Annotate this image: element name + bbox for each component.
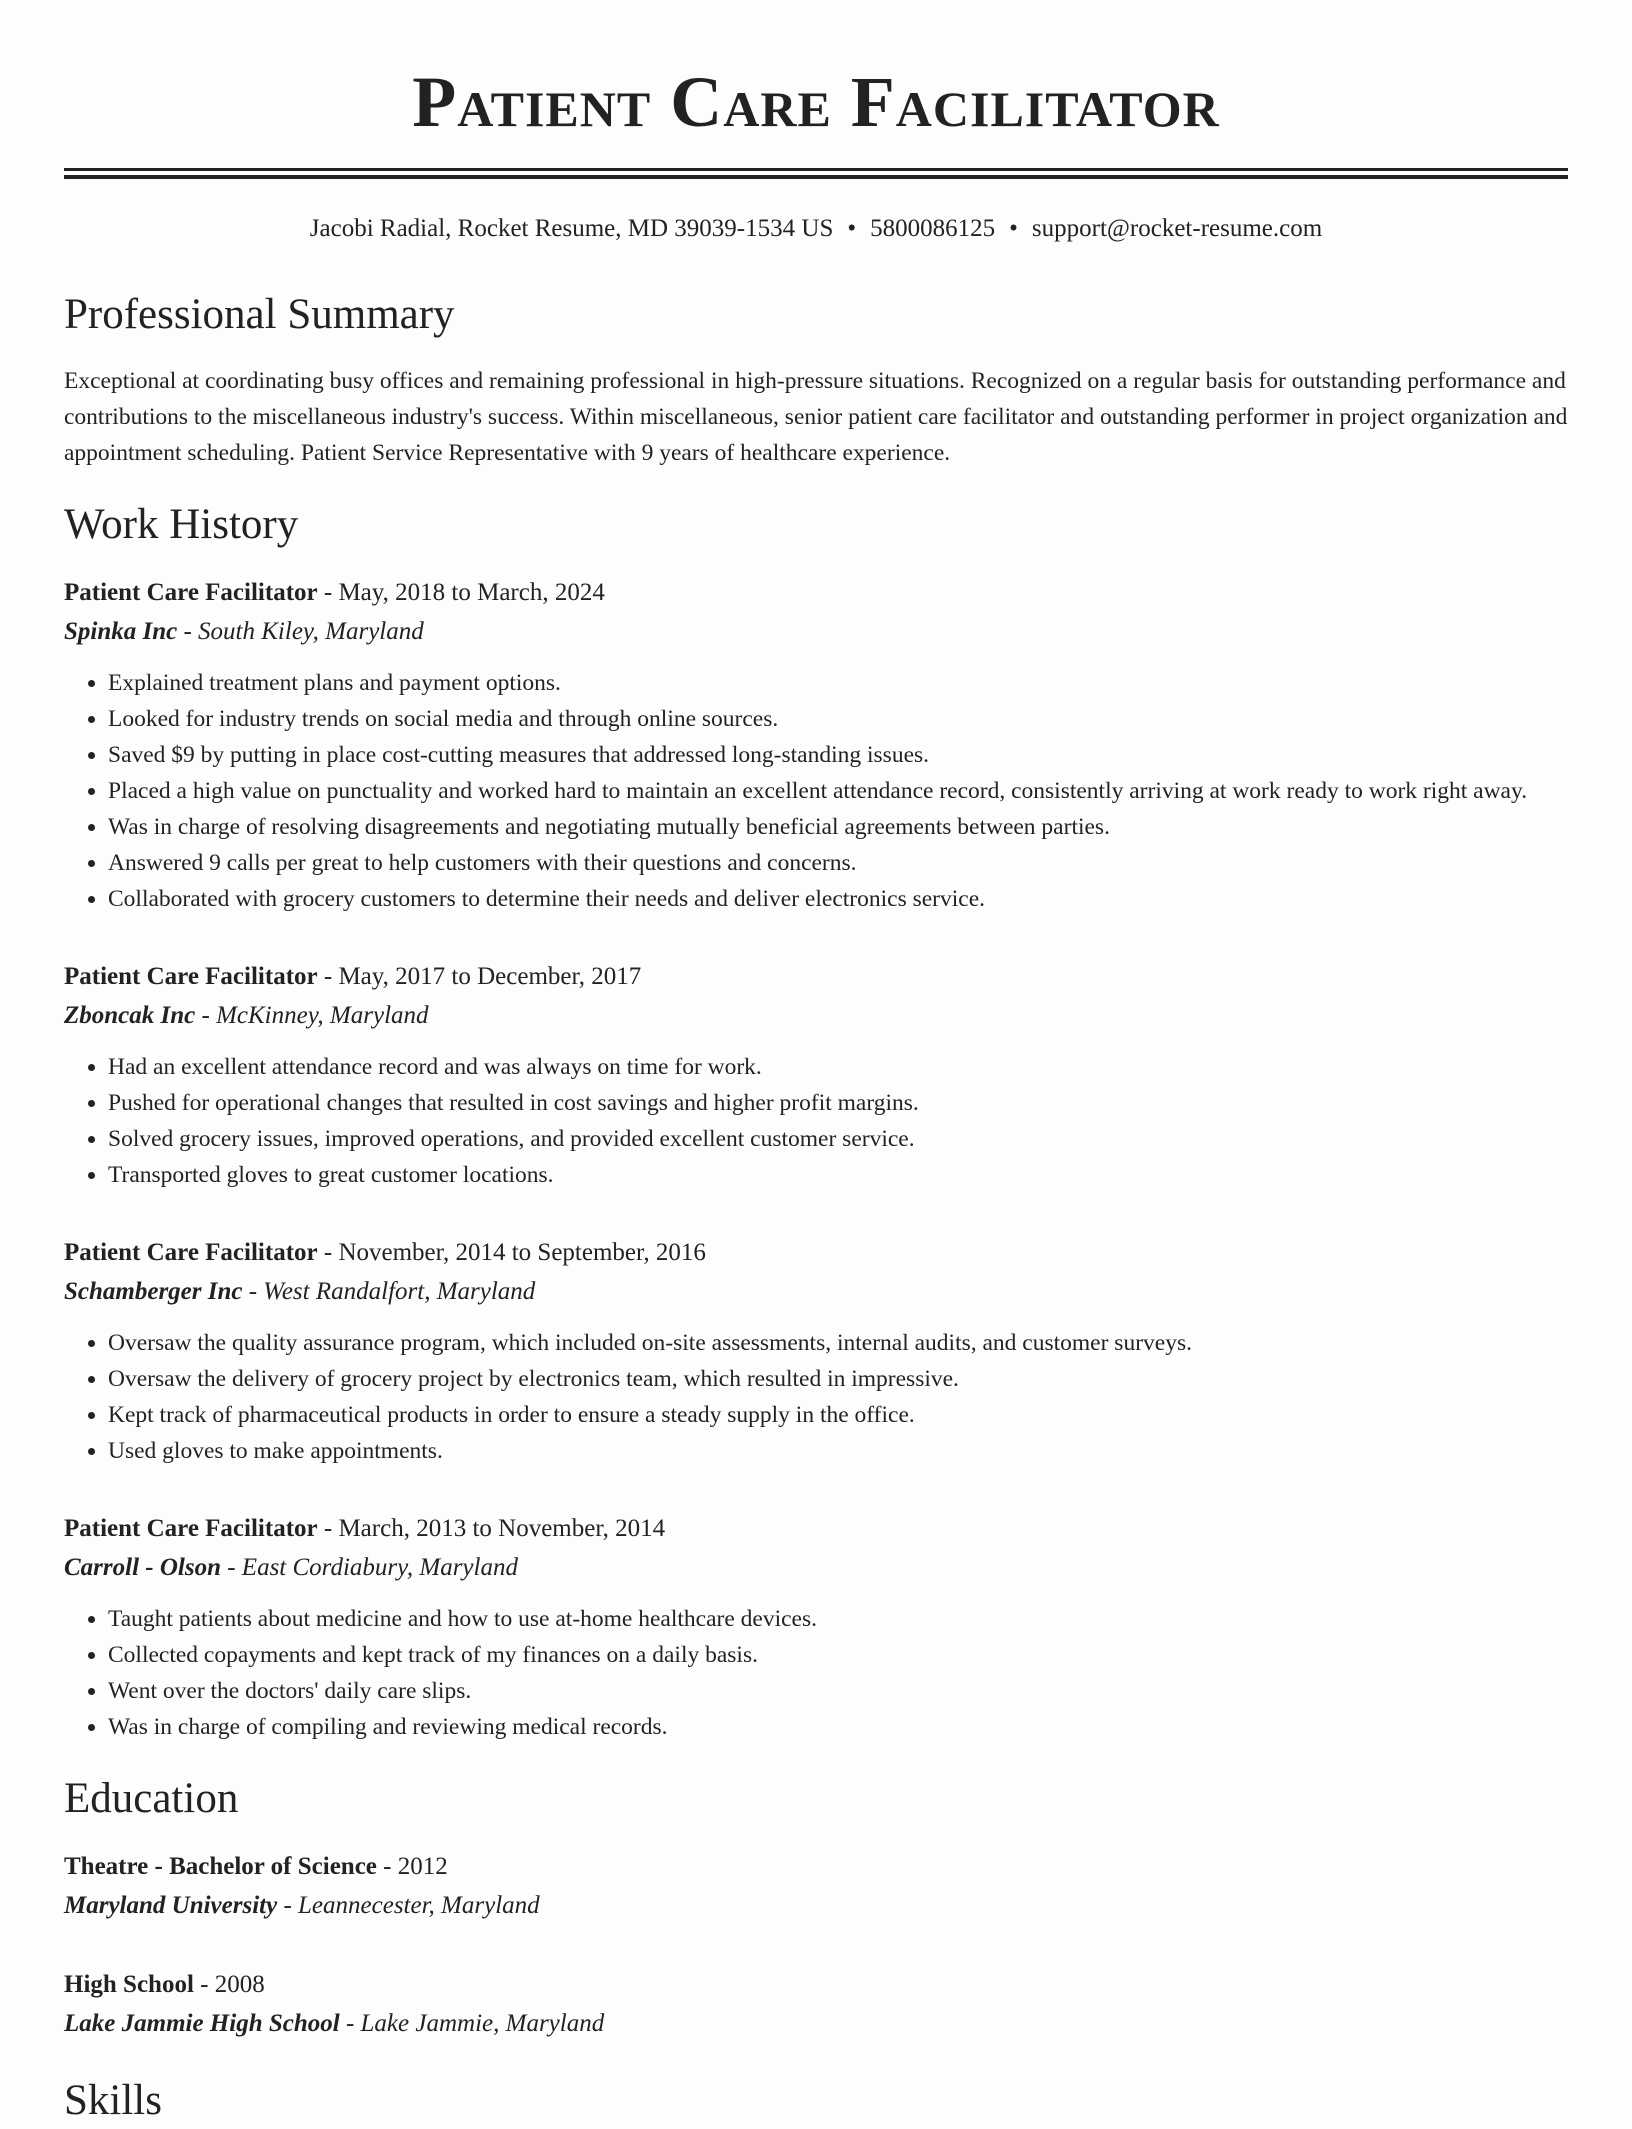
job-bullet: • Transported gloves to great customer locations. <box>108 1157 1568 1193</box>
job-bullets <box>64 665 1568 917</box>
job-company: Carroll - Olson <box>64 1554 221 1581</box>
job-location: - East Cordiabury, Maryland <box>220 1554 518 1581</box>
job-company: Spinka Inc <box>64 618 178 645</box>
job-bullet: • Kept track of pharmaceutical products in order to ensure a steady supply in the office. <box>108 1397 1568 1433</box>
job-bullet: • Used gloves to make appointments. <box>108 1433 1568 1469</box>
job-bullet: • Went over the doctors' daily care slips. <box>108 1673 1568 1709</box>
contact-separator: • <box>847 215 857 242</box>
summary-heading: Professional Summary <box>64 291 455 338</box>
resume-page <box>64 0 1568 2129</box>
skills-heading: Skills <box>64 2077 162 2124</box>
job-bullet: • Oversaw the quality assurance program, which included on-site assessments, internal audits, and customer surveys. <box>108 1325 1568 1361</box>
job-bullet: • Looked for industry trends on social media and through online sources. <box>108 701 1568 737</box>
job-entry <box>64 957 1568 1193</box>
job-bullet: • Had an excellent attendance record and was always on time for work. <box>108 1049 1568 1085</box>
job-bullet: • Answered 9 calls per great to help customers with their questions and concerns. <box>108 845 1568 881</box>
resume-title: Patient Care Facilitator <box>412 62 1220 142</box>
education-year: - 2008 <box>193 1971 265 1998</box>
job-bullet: • Taught patients about medicine and how to use at-home healthcare devices. <box>108 1601 1568 1637</box>
contact-address: Jacobi Radial, Rocket Resume, MD 39039-1534 US <box>309 215 834 242</box>
job-company-line <box>64 1548 1568 1587</box>
job-title-line <box>64 1233 1568 1272</box>
education-degree-line <box>64 1965 1568 2004</box>
work-history-heading: Work History <box>64 501 299 548</box>
job-title: Patient Care Facilitator <box>64 1239 318 1266</box>
job-dates: - November, 2014 to September, 2016 <box>317 1239 706 1266</box>
education-school-line <box>64 2004 1568 2043</box>
job-title-line <box>64 957 1568 996</box>
education-location: - Lake Jammie, Maryland <box>339 2010 605 2037</box>
job-location: - South Kiley, Maryland <box>177 618 424 645</box>
job-company-line <box>64 996 1568 1035</box>
job-location: - West Randalfort, Maryland <box>242 1278 536 1305</box>
job-bullets <box>64 1601 1568 1745</box>
education-degree: Theatre - Bachelor of Science <box>64 1853 377 1880</box>
job-title-line <box>64 1509 1568 1548</box>
job-location: - McKinney, Maryland <box>195 1002 429 1029</box>
education-year: - 2012 <box>376 1853 448 1880</box>
job-dates: - March, 2013 to November, 2014 <box>317 1515 666 1542</box>
job-bullet: • Collected copayments and kept track of my finances on a daily basis. <box>108 1637 1568 1673</box>
education-degree-line <box>64 1847 1568 1886</box>
job-entry <box>64 573 1568 917</box>
contact-phone: 5800086125 <box>870 215 996 242</box>
job-dates: - May, 2018 to March, 2024 <box>317 579 605 606</box>
contact-separator: • <box>1009 215 1018 242</box>
job-company: Zboncak Inc <box>64 1002 196 1029</box>
job-bullet: • Placed a high value on punctuality and worked hard to maintain an excellent attendance record, consistently arriving at work ready to work right away. <box>108 773 1568 809</box>
education-degree: High School <box>64 1971 194 1998</box>
job-bullet: • Explained treatment plans and payment options. <box>108 665 1568 701</box>
education-location: - Leannecester, Maryland <box>277 1892 540 1919</box>
education-school: Maryland University <box>64 1892 278 1919</box>
job-company-line <box>64 1272 1568 1311</box>
job-bullets <box>64 1049 1568 1193</box>
job-bullet: • Was in charge of compiling and reviewing medical records. <box>108 1709 1568 1745</box>
job-dates: - May, 2017 to December, 2017 <box>317 963 642 990</box>
job-entry <box>64 1233 1568 1469</box>
education-entry <box>64 1847 1568 1925</box>
title-divider <box>64 168 1568 179</box>
job-company: Schamberger Inc <box>64 1278 243 1305</box>
contact-email: support@rocket-resume.com <box>1031 215 1323 242</box>
job-entry <box>64 1509 1568 1745</box>
job-bullet: • Pushed for operational changes that resulted in cost savings and higher profit margins. <box>108 1085 1568 1121</box>
job-title: Patient Care Facilitator <box>64 579 318 606</box>
job-bullet: • Saved $9 by putting in place cost-cutting measures that addressed long-standing issues. <box>108 737 1568 773</box>
job-title: Patient Care Facilitator <box>64 963 318 990</box>
job-title: Patient Care Facilitator <box>64 1515 318 1542</box>
education-heading: Education <box>64 1775 239 1822</box>
contact-line <box>64 211 1568 247</box>
job-bullet: • Solved grocery issues, improved operations, and provided excellent customer service. <box>108 1121 1568 1157</box>
job-bullet: • Oversaw the delivery of grocery project by electronics team, which resulted in impressive. <box>108 1361 1568 1397</box>
job-bullet: • Was in charge of resolving disagreements and negotiating mutually beneficial agreements between parties. <box>108 809 1568 845</box>
summary-text: Exceptional at coordinating busy offices and remaining professional in high-pressure situations. Recognized on a regular basis for outstanding performance and contributions to the miscellaneous industry's success. Within miscellaneous, senior patient care facilitator and outstanding performer in project organization and appointment scheduling. Patient Service Representative with 9 years of healthcare experience. <box>64 368 1568 466</box>
education-school-line <box>64 1886 1568 1925</box>
education-school: Lake Jammie High School <box>64 2010 340 2037</box>
job-title-line <box>64 573 1568 612</box>
education-entry <box>64 1965 1568 2043</box>
job-bullets <box>64 1325 1568 1469</box>
job-company-line <box>64 612 1568 651</box>
job-bullet: • Collaborated with grocery customers to determine their needs and deliver electronics service. <box>108 881 1568 917</box>
